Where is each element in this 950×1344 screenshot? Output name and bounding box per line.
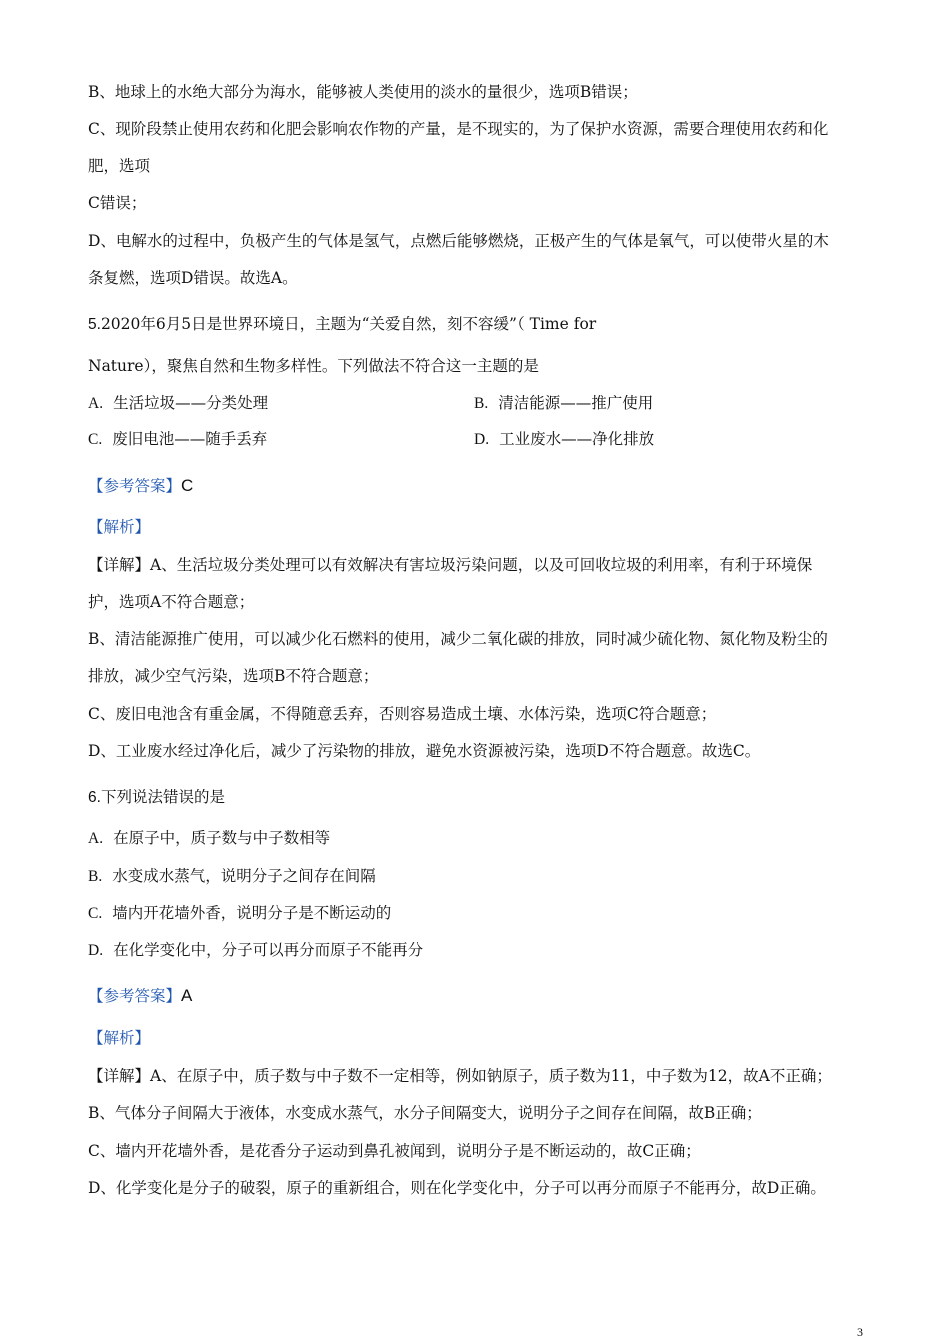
- question-6-answer: [88, 986, 192, 1006]
- question-5-option-b: [474, 393, 653, 414]
- question-5-option-c: [88, 429, 267, 450]
- question-6-detail-c: C、墙内开花墙外香，是花香分子运动到鼻孔被闻到，说明分子是不断运动的，故C正确；: [88, 1142, 701, 1160]
- answer-tag: 【参考答案】: [88, 477, 182, 495]
- question-6-option-b: [88, 866, 376, 887]
- option-label: D.: [88, 942, 104, 959]
- question-6-stem: [88, 787, 225, 808]
- question-5-detail-b-line1: B、清洁能源推广使用，可以减少化石燃料的使用，减少二氧化碳的排放，同时减少硫化物、氮化物及粉尘的: [88, 630, 828, 648]
- option-text: 清洁能源——推广使用: [498, 394, 654, 412]
- question-6-detail-b: B、气体分子间隔大于液体，水变成水蒸气，水分子间隔变大，说明分子之间存在间隔，故B正确；: [88, 1104, 762, 1122]
- question-5-option-a: [88, 393, 268, 414]
- prev-explanation-d-line2: 条复燃，选项D错误。故选A。: [88, 269, 298, 287]
- answer-tag: 【参考答案】: [88, 987, 182, 1005]
- option-label: A.: [88, 830, 104, 847]
- question-6-option-d: [88, 940, 423, 961]
- answer-value: A: [181, 986, 193, 1005]
- option-text: 工业废水——净化排放: [499, 430, 655, 448]
- prev-explanation-c-line2: 肥，选项: [88, 157, 151, 175]
- question-5-option-d: [474, 429, 654, 450]
- prev-explanation-c-line3: C错误；: [88, 194, 147, 212]
- question-5-answer: [88, 476, 193, 496]
- question-5-detail-b-line2: 排放，减少空气污染，选项B不符合题意；: [88, 667, 379, 685]
- question-6-number: 6.: [88, 789, 101, 806]
- option-text: 废旧电池——随手丢弃: [112, 430, 268, 448]
- question-5-analysis-tag: 【解析】: [88, 518, 151, 536]
- question-5-stem-text: 2020年6月5日是世界环境日，主题为“关爱自然，刻不容缓”（ Time for: [100, 315, 597, 333]
- prev-explanation-b: B、地球上的水绝大部分为海水，能够被人类使用的淡水的量很少，选项B错误；: [88, 83, 638, 101]
- question-5-detail-d: D、工业废水经过净化后，减少了污染物的排放，避免水资源被污染，选项D不符合题意。故选C。: [88, 742, 761, 760]
- option-text: 墙内开花墙外香，说明分子是不断运动的: [112, 904, 392, 922]
- question-6-option-c: [88, 903, 391, 924]
- option-label: C.: [88, 905, 103, 922]
- question-5-detail-c: C、废旧电池含有重金属，不得随意丢弃，否则容易造成土壤、水体污染，选项C符合题意；: [88, 705, 717, 723]
- question-6-stem-text: 下列说法错误的是: [100, 788, 225, 806]
- question-5-detail-a-line2: 护，选项A不符合题意；: [88, 593, 255, 611]
- question-5-detail-a-line1: [88, 555, 812, 575]
- option-label: B.: [88, 868, 103, 885]
- option-text: 生活垃圾——分类处理: [113, 394, 269, 412]
- option-label: C.: [88, 431, 103, 448]
- page-number: 3: [857, 1325, 863, 1339]
- detail-text: A、在原子中，质子数与中子数不一定相等，例如钠原子，质子数为11，中子数为12，故A不正确；: [150, 1067, 832, 1085]
- option-label: A.: [88, 395, 104, 412]
- prev-explanation-c-line1: C、现阶段禁止使用农药和化肥会影响农作物的产量，是不现实的，为了保护水资源，需要合理使用农药和化: [88, 120, 829, 138]
- question-6-detail-d: D、化学变化是分子的破裂，原子的重新组合，则在化学变化中，分子可以再分而原子不能再分，故D正确。: [88, 1179, 826, 1197]
- question-5-stem-line1: [88, 314, 596, 335]
- question-6-option-a: [88, 828, 330, 849]
- answer-value: C: [181, 476, 194, 495]
- option-text: 在化学变化中，分子可以再分而原子不能再分: [113, 941, 424, 959]
- option-text: 水变成水蒸气，说明分子之间存在间隔: [112, 867, 376, 885]
- detail-tag: 【详解】: [88, 556, 151, 574]
- question-5-number: 5.: [88, 316, 101, 333]
- option-label: B.: [474, 395, 489, 412]
- question-6-analysis-tag: 【解析】: [88, 1029, 151, 1047]
- option-text: 在原子中，质子数与中子数相等: [113, 829, 331, 847]
- detail-tag: 【详解】: [88, 1067, 151, 1085]
- question-5-stem-line2: Nature），聚焦自然和生物多样性。下列做法不符合这一主题的是: [88, 357, 539, 375]
- option-label: D.: [474, 431, 490, 448]
- question-6-detail-a: [88, 1066, 832, 1086]
- prev-explanation-d-line1: D、电解水的过程中，负极产生的气体是氢气，点燃后能够燃烧，正极产生的气体是氧气，可以使带火星的木: [88, 232, 829, 250]
- detail-text: A、生活垃圾分类处理可以有效解决有害垃圾污染问题，以及可回收垃圾的利用率，有利于环境保: [150, 556, 813, 574]
